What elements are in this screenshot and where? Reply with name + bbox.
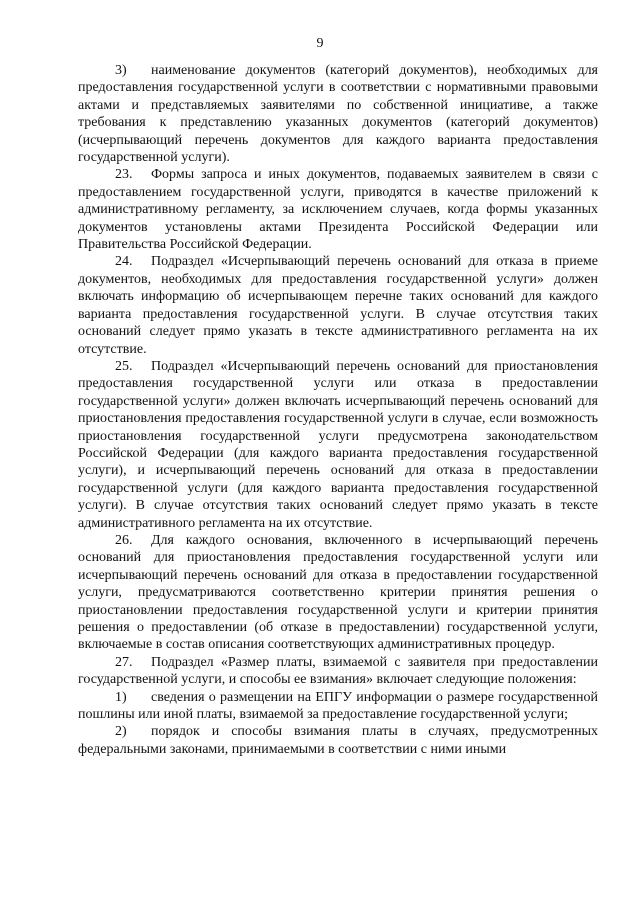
paragraph-text: Для каждого основания, включенного в исчерпывающий перечень оснований для приостановления предоставления государственной услуги или исчерпывающий перечень оснований для отказа в предоставлении государственной услуги, предусматриваются соответственно критерии принятия решения о приостановлении предоставления государственной услуги и критерии принятия решения о предоставлении (об отказе в предоставлении) государственной услуги, включаемые в состав описания соответствующих административных процедур. [78,532,598,653]
paragraph-item-3 [78,62,598,166]
paragraph-number: 25. [115,358,133,374]
paragraph-text: сведения о размещении на ЕПГУ информации о размере государственной пошлины или иной платы, взимаемой за предоставление государственной услуги; [78,689,598,723]
paragraph-item-1 [78,689,598,724]
paragraph-number: 24. [115,254,133,270]
paragraph-number: 1) [115,689,127,705]
paragraph-25 [78,358,598,532]
paragraph-text: Подраздел «Исчерпывающий перечень оснований для отказа в приеме документов, необходимых для предоставления государственной услуги» должен включать информацию об исчерпывающем перечне таких оснований для каждого варианта предоставления государственной услуги. В случае отсутствия таких оснований следует прямо указать в тексте административного регламента на их отсутствие. [78,254,598,357]
paragraph-26 [78,532,598,654]
paragraph-text: Подраздел «Исчерпывающий перечень оснований для приостановления предоставления государственной услуги или отказа в предоставлении государственной услуги» должен включать исчерпывающий перечень оснований для приостановления предоставления государственной услуги в случае, если возможность приостановления государственной услуги предусмотрена законодательством Российской Федерации (для каждого варианта предоставления государственной услуги), и исчерпывающий перечень оснований для отказа в предоставлении государственной услуги (для каждого варианта предоставления государственной услуги). В случае отсутствия таких оснований следует прямо указать в тексте административного регламента на их отсутствие. [78,358,598,531]
paragraph-number: 3) [115,63,127,78]
paragraph-text: порядок и способы взимания платы в случаях, предусмотренных федеральными законами, принимаемыми в соответствии с ними иными [78,724,598,757]
paragraph-number: 2) [115,724,127,740]
paragraph-item-2 [78,723,598,758]
page-number: 9 [316,36,324,51]
paragraph-number: 23. [115,167,133,183]
document-body [78,62,598,758]
paragraph-number: 26. [115,532,133,548]
paragraph-text: Формы запроса и иных документов, подаваемых заявителем в связи с предоставлением государственной услуги, приводятся в качестве приложений к административному регламенту, за исключением случаев, когда формы указанных документов установлены актами Президента Российской Федерации или Правительства Российской Федерации. [78,167,598,253]
paragraph-23 [78,166,598,253]
paragraph-text: Подраздел «Размер платы, взимаемой с заявителя при предоставлении государственной услуги, и способы ее взимания» включает следующие положения: [78,654,598,688]
paragraph-number: 27. [115,654,133,670]
paragraph-text: наименование документов (категорий документов), необходимых для предоставления государственной услуги в соответствии с нормативными правовыми актами и представляемых заявителями по собственной инициативе, а также требования к представлению указанных документов (категорий документов) (исчерпывающий перечень документов для каждого варианта предоставления государственной услуги). [78,63,598,166]
paragraph-27 [78,654,598,689]
paragraph-24 [78,253,598,357]
